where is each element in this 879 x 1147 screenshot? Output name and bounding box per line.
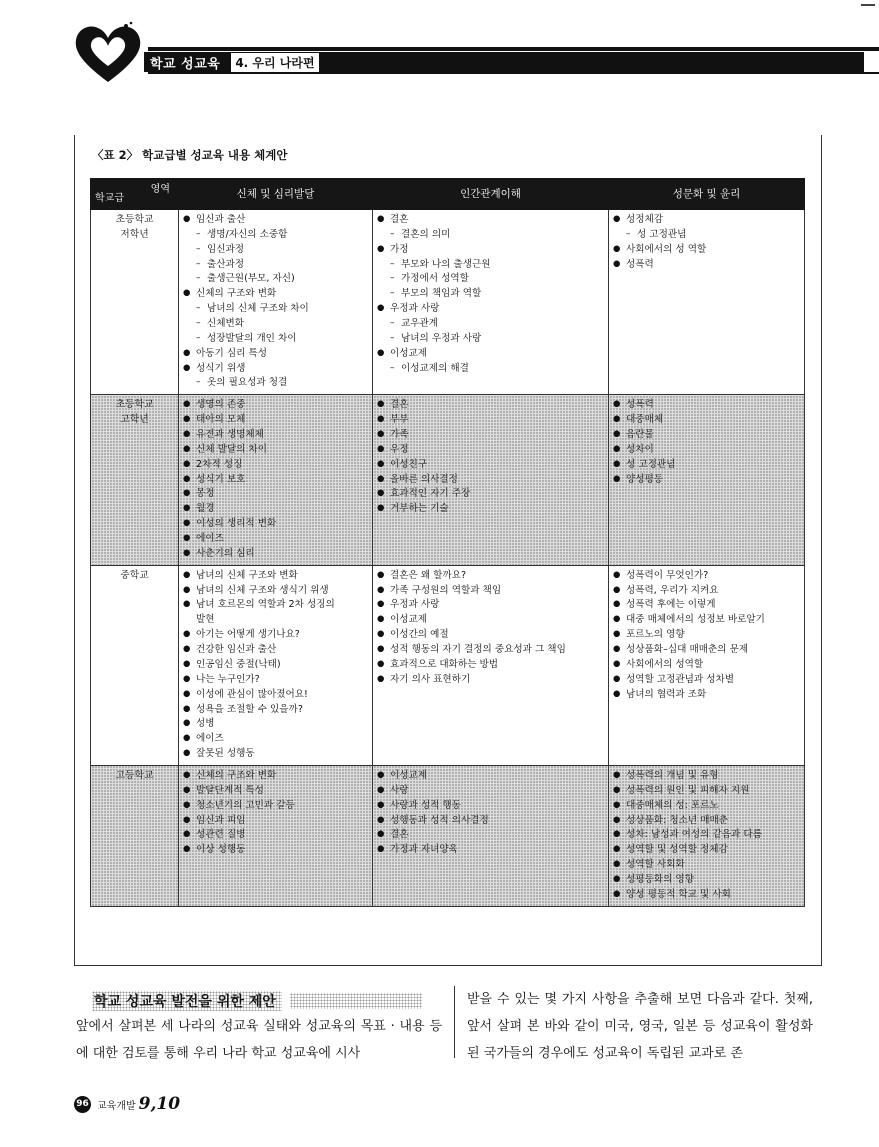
list-item: ● 성적 행동의 자기 결정의 중요성과 그 책임: [377, 643, 604, 658]
corner-mark: [861, 4, 875, 6]
list-item: ● 대중매체: [613, 413, 800, 428]
list-item: ● 남녀의 신체 구조와 생식기 위생: [183, 584, 368, 599]
list-item: – 신체변화: [183, 317, 368, 332]
column-divider: [454, 986, 455, 1058]
list-item: ● 결혼: [377, 213, 604, 228]
list-item: ● 자기 의사 표현하기: [377, 673, 604, 688]
table-caption: 〈표 2〉 학교급별 성교육 내용 체계안: [92, 148, 288, 162]
content-list: [613, 213, 800, 272]
list-item: ● 효과적으로 대화하는 방법: [377, 658, 604, 673]
header-rule-top: [148, 47, 879, 51]
list-item: ● 성폭력, 우리가 지켜요: [613, 584, 800, 599]
journal-name: 교육개발: [97, 1100, 136, 1112]
list-item: ● 남녀의 신체 구조와 변화: [183, 569, 368, 584]
list-item: ● 포르노의 영향: [613, 628, 800, 643]
list-item: ● 이상 성행동: [183, 843, 368, 858]
content-list: [183, 769, 368, 858]
row-label-line: 고학년: [120, 414, 149, 425]
list-item: ● 임신과 피임: [183, 814, 368, 829]
content-list: [377, 769, 604, 858]
corner-label-domain: 영역: [150, 184, 170, 195]
row-label: [91, 765, 179, 906]
content-list: [183, 569, 368, 762]
corner-label-level: 학교급: [95, 192, 124, 204]
list-item: ● 대중매체의 성: 포르노: [613, 799, 800, 814]
list-item: ● 성폭력의 개념 및 유형: [613, 769, 800, 784]
page-footer: [74, 1094, 180, 1114]
list-item: ● 사랑: [377, 784, 604, 799]
list-item: ● 결혼: [377, 398, 604, 413]
list-item: – 부모의 책임과 역할: [377, 287, 604, 302]
content-list: [183, 398, 368, 561]
column-header: 신체 및 심리발달: [179, 179, 373, 210]
list-item: ● 몽정: [183, 487, 368, 502]
header-title-bar: [144, 52, 864, 72]
table-cell: [179, 765, 373, 906]
list-item: ● 성욕을 조절할 수 있을까?: [183, 703, 368, 718]
list-item: ● 성차이: [613, 443, 800, 458]
list-item: ● 대중 매체에서의 성정보 바로알기: [613, 613, 800, 628]
row-label-line: 초등학교: [115, 214, 154, 225]
list-item: ● 사회에서의 성역할: [613, 658, 800, 673]
list-item: ● 사춘기의 심리: [183, 547, 368, 562]
content-list: [613, 569, 800, 703]
column-header: 인간관계이해: [373, 179, 609, 210]
list-item: – 부모와 나의 출생근원: [377, 258, 604, 273]
body-text-right: 받을 수 있는 몇 가지 사항을 추출해 보면 다음과 같다. 첫째, 앞서 살펴 본 바와 같이 미국, 영국, 일본 등 성교육이 활성화된 국가들의 경우에도 성교육이 독립된 교과로 존: [467, 992, 813, 1061]
list-item: ● 가정: [377, 243, 604, 258]
table-row: [91, 565, 805, 765]
list-item: ● 성관련 질병: [183, 828, 368, 843]
list-item: ● 나는 누구인가?: [183, 673, 368, 688]
page-number: 96: [74, 1096, 91, 1113]
list-item: – 이성교제의 해결: [377, 362, 604, 377]
header-rule-bottom: [148, 72, 879, 74]
list-item: ● 음란물: [613, 428, 800, 443]
table-cell: [179, 210, 373, 395]
table-cell: [609, 765, 805, 906]
list-item: ● 가정과 자녀양육: [377, 843, 604, 858]
list-item: ● 결혼: [377, 828, 604, 843]
table-row: [91, 395, 805, 565]
table-cell: [609, 395, 805, 565]
list-item: ● 2차적 성징: [183, 458, 368, 473]
content-list: [183, 213, 368, 391]
list-item: ● 인공임신 중절(낙태): [183, 658, 368, 673]
list-item: – 옷의 필요성과 청결: [183, 376, 368, 391]
heart-logo-icon: [70, 20, 146, 86]
table-cell: [373, 565, 609, 765]
list-item: ● 발달단계적 특성: [183, 784, 368, 799]
list-item: – 성장발달의 개인 차이: [183, 332, 368, 347]
table-cell: [179, 565, 373, 765]
list-item: ● 우정과 사랑: [377, 598, 604, 613]
list-item: ● 에이즈: [183, 732, 368, 747]
row-label: [91, 210, 179, 395]
list-item: ● 월경: [183, 502, 368, 517]
list-item: ● 성폭력 후에는 이렇게: [613, 598, 800, 613]
curriculum-table: [90, 178, 805, 907]
column-header: 성문화 및 윤리: [609, 179, 805, 210]
list-item: ● 태아의 모체: [183, 413, 368, 428]
journal-issue: 9,10: [138, 1094, 181, 1114]
list-item: ● 이성의 생리적 변화: [183, 517, 368, 532]
list-item: ● 생명의 존중: [183, 398, 368, 413]
list-item: – 출산과정: [183, 258, 368, 273]
list-item: ● 성상품화: 청소년 매매춘: [613, 814, 800, 829]
list-item: ● 우정: [377, 443, 604, 458]
content-list: [613, 769, 800, 903]
row-label: [91, 565, 179, 765]
page-header: [70, 14, 879, 94]
list-item: ● 성식기 위생: [183, 362, 368, 377]
list-item: ● 아동기 심리 특성: [183, 347, 368, 362]
list-item: ● 성차: 남성과 여성의 같음과 다름: [613, 828, 800, 843]
list-item: ● 성역할 및 성역할 정체감: [613, 843, 800, 858]
list-item: ● 성병: [183, 717, 368, 732]
list-item: ● 이성교제: [377, 347, 604, 362]
list-item: ● 성식기 보호: [183, 473, 368, 488]
list-item: ● 청소년기의 고민과 갈등: [183, 799, 368, 814]
list-item: – 남녀의 우정과 사랑: [377, 332, 604, 347]
list-item: – 임신과정: [183, 243, 368, 258]
list-item: – 성 고정관념: [613, 228, 800, 243]
list-item: ● 성폭력: [613, 258, 800, 273]
list-item: ● 잘못된 성행동: [183, 747, 368, 762]
list-item: ● 신체 발달의 차이: [183, 443, 368, 458]
list-item: – 결혼의 의미: [377, 228, 604, 243]
list-item: ● 아기는 어떻게 생기나요?: [183, 628, 368, 643]
list-item: – 남녀의 신체 구조와 차이: [183, 302, 368, 317]
list-item: ● 결혼은 왜 할까요?: [377, 569, 604, 584]
list-item: ● 신체의 구조와 변화: [183, 769, 368, 784]
content-list: [377, 569, 604, 688]
table-corner-header: [91, 179, 179, 210]
content-list: [377, 398, 604, 517]
header-title: 학교 성교육: [150, 56, 221, 72]
list-item: ● 부부: [377, 413, 604, 428]
list-item: ● 에이즈: [183, 532, 368, 547]
title-dot-pattern: [290, 993, 422, 1009]
list-item: ● 성폭력: [613, 398, 800, 413]
list-item: ● 성평등화의 영향: [613, 873, 800, 888]
list-item: ● 사랑과 성적 행동: [377, 799, 604, 814]
list-item: – 교우관계: [377, 317, 604, 332]
row-label: [91, 395, 179, 565]
list-item: ● 성폭력의 원인 및 피해자 지원: [613, 784, 800, 799]
list-item: ● 성행동과 성적 의사결정: [377, 814, 604, 829]
list-item: ● 성정체감: [613, 213, 800, 228]
body-text-left: 앞에서 살펴본 세 나라의 성교육 실태와 성교육의 목표 · 내용 등에 대한 검토를 통해 우리 나라 학교 성교육에 시사: [76, 1019, 442, 1061]
list-item: ● 성폭력이 무엇인가?: [613, 569, 800, 584]
row-label-line: 고등학교: [115, 769, 154, 781]
list-item: – 출생근원(부모, 자신): [183, 272, 368, 287]
row-label-line: 저학년: [120, 228, 149, 240]
list-item: ● 성역할 사회화: [613, 858, 800, 873]
list-item: ● 성상품화–십대 매매춘의 문제: [613, 643, 800, 658]
list-item: ● 가족: [377, 428, 604, 443]
list-item: ● 성 고정관념: [613, 458, 800, 473]
list-item: 발현: [196, 614, 215, 626]
section-title: 학교 성교육 발전을 위한 제안: [92, 991, 282, 1011]
list-item: ● 이성에 관심이 많아졌어요!: [183, 688, 368, 703]
list-item: ● 남녀의 협력과 조화: [613, 688, 800, 703]
list-item: ● 신체의 구조와 변화: [183, 287, 368, 302]
list-item: ● 우정과 사랑: [377, 302, 604, 317]
header-subtitle: 4. 우리 나라편: [230, 52, 319, 73]
list-item: ● 거부하는 기술: [377, 502, 604, 517]
list-item: ● 이성친구: [377, 458, 604, 473]
list-item: ● 유전과 생명체체: [183, 428, 368, 443]
table-cell: [373, 395, 609, 565]
table-cell: [373, 765, 609, 906]
table-cell: [609, 565, 805, 765]
list-item: ● 성역할 고정관념과 성차별: [613, 673, 800, 688]
table-cell: [179, 395, 373, 565]
list-item: ● 남녀 호르몬의 역할과 2차 성징의: [183, 598, 368, 613]
list-item: ● 이성교제: [377, 769, 604, 784]
list-item: ● 사회에서의 성 역할: [613, 243, 800, 258]
table-cell: [373, 210, 609, 395]
list-item: – 생명/자신의 소중함: [183, 228, 368, 243]
list-item: – 가정에서 성역할: [377, 272, 604, 287]
table-body: [91, 210, 805, 907]
content-list: [613, 398, 800, 487]
list-item: ● 임신과 출산: [183, 213, 368, 228]
list-item: ● 효과적인 자기 주장: [377, 487, 604, 502]
list-item: ● 양성 평등적 학교 및 사회: [613, 888, 800, 903]
list-item: ● 올바른 의사결정: [377, 473, 604, 488]
list-item: ● 이성간의 예절: [377, 628, 604, 643]
table-row: [91, 210, 805, 395]
list-item: ● 이성교제: [377, 613, 604, 628]
table-row: [91, 765, 805, 906]
list-item: ● 양성평등: [613, 473, 800, 488]
row-label-line: 중학교: [120, 569, 149, 581]
list-item: ● 가족 구성원의 역할과 책임: [377, 584, 604, 599]
list-item: ● 건강한 임신과 출산: [183, 643, 368, 658]
content-list: [377, 213, 604, 376]
table-cell: [609, 210, 805, 395]
row-label-line: 초등학교: [115, 399, 154, 411]
